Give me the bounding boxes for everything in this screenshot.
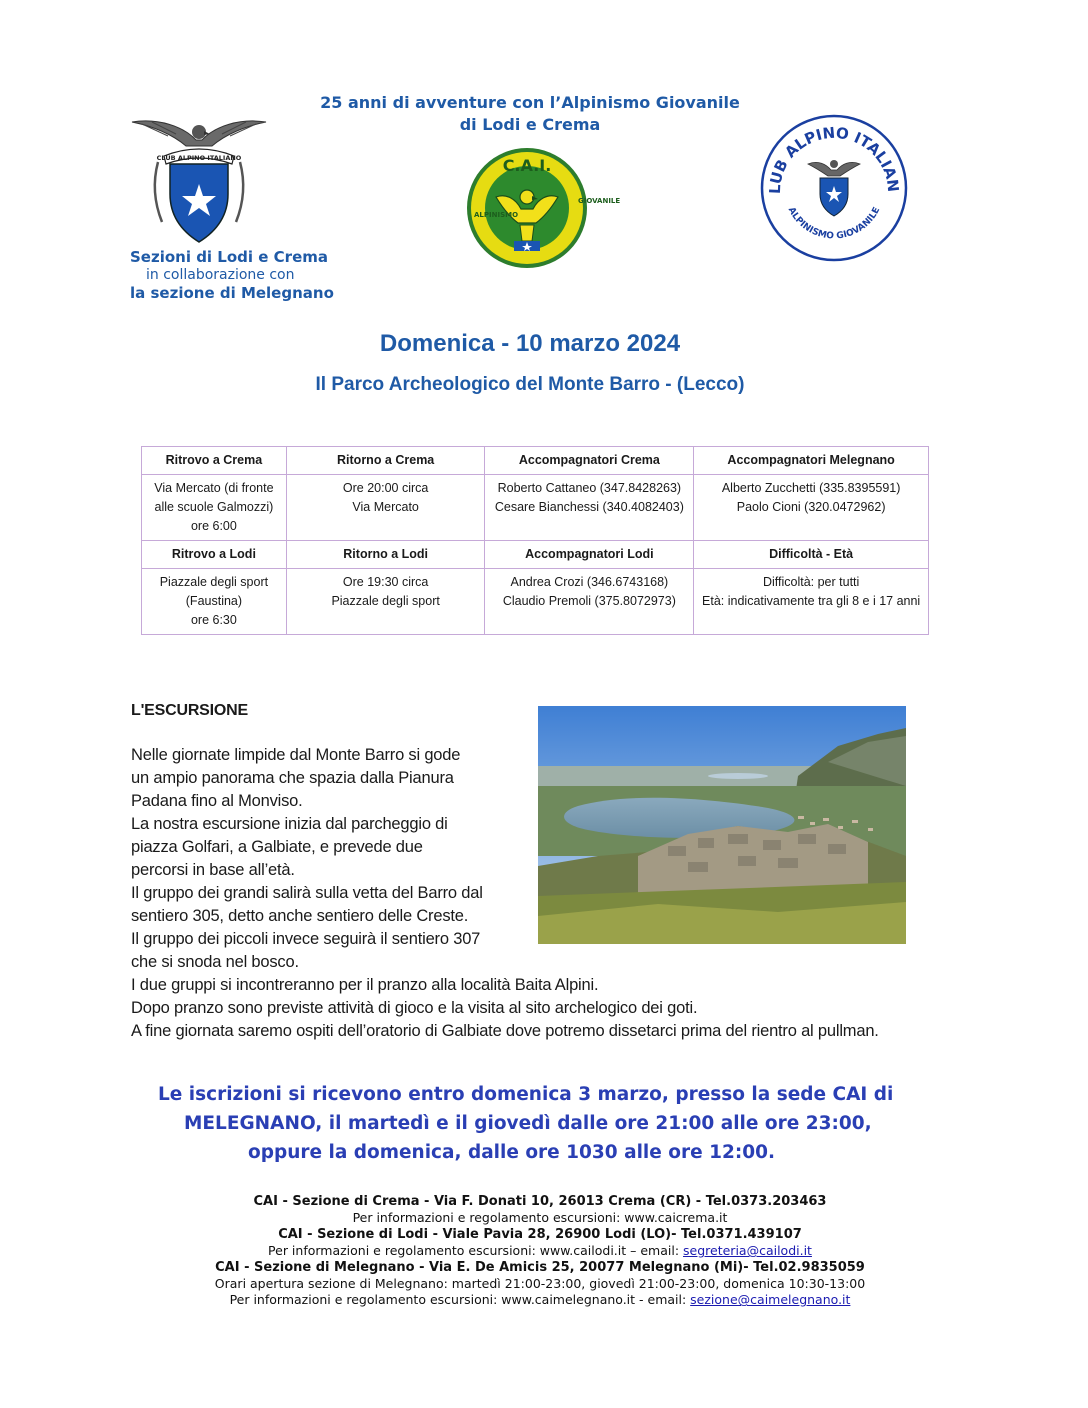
footer-lodi-address: CAI - Sezione di Lodi - Viale Pavia 28, 26900 Lodi (LO)- Tel.0371.439107 bbox=[278, 1226, 802, 1242]
table-cell bbox=[694, 569, 929, 635]
table-cell bbox=[694, 475, 929, 541]
sezioni-line-2: in collaborazione con bbox=[146, 267, 295, 283]
table-header-cell: Ritorno a Crema bbox=[286, 447, 485, 475]
lodi-email-link[interactable]: segreteria@cailodi.it bbox=[683, 1243, 812, 1259]
body-line: A fine giornata saremo ospiti dell’oratorio di Galbiate dove potremo dissetarci prima del rientro al pullman. bbox=[131, 1022, 879, 1040]
badge-top-text: C.A.I. bbox=[502, 156, 552, 175]
footer bbox=[140, 1194, 940, 1309]
table-cell bbox=[142, 475, 287, 541]
body-line: Il gruppo dei piccoli invece seguirà il sentiero 307 bbox=[131, 930, 481, 948]
cell-line: ore 6:00 bbox=[190, 519, 237, 533]
cell-line: alle scuole Galmozzi) bbox=[154, 500, 274, 514]
table-row bbox=[142, 569, 929, 635]
escursione-title: L'ESCURSIONE bbox=[131, 702, 248, 719]
cell-line: (Faustina) bbox=[185, 594, 243, 608]
table-cell bbox=[286, 569, 485, 635]
body-line: Padana fino al Monviso. bbox=[131, 792, 303, 810]
info-table bbox=[141, 446, 929, 635]
sezioni-text bbox=[130, 248, 370, 302]
header-line-1: 25 anni di avventure con l’Alpinismo Giovanile bbox=[320, 93, 740, 112]
footer-lodi-info: Per informazioni e regolamento escursioni: www.cailodi.it – email: bbox=[268, 1243, 684, 1259]
sezioni-line-1: Sezioni di Lodi e Crema bbox=[130, 248, 328, 266]
footer-melegnano-hours: Orari apertura sezione di Melegnano: martedì 21:00-23:00, giovedì 21:00-23:00, domenica 10:30-13:00 bbox=[214, 1276, 866, 1292]
header-title bbox=[300, 92, 760, 136]
event-date: Domenica - 10 marzo 2024 bbox=[379, 330, 681, 357]
signup-line-1: Le iscrizioni si ricevono entro domenica 3 marzo, presso la sede CAI di bbox=[158, 1084, 894, 1105]
cell-line: Cesare Bianchessi (340.4082403) bbox=[494, 500, 684, 514]
footer-crema-info: Per informazioni e regolamento escursioni: www.caicrema.it bbox=[352, 1210, 728, 1226]
table-cell bbox=[142, 569, 287, 635]
body-line: percorsi in base all’età. bbox=[131, 861, 295, 879]
cai-alpinismo-giovanile-badge bbox=[466, 147, 621, 269]
body-line: Nelle giornate limpide dal Monte Barro si gode bbox=[131, 746, 461, 764]
table-header-row bbox=[142, 541, 929, 569]
body-line: Il gruppo dei grandi salirà sulla vetta del Barro dal bbox=[131, 884, 483, 902]
body-line: I due gruppi si incontreranno per il pranzo alla località Baita Alpini. bbox=[131, 976, 599, 994]
body-line: che si snoda nel bosco. bbox=[131, 953, 299, 971]
signup-line-2: MELEGNANO, il martedì e il giovedì dalle ore 21:00 alle ore 23:00, bbox=[184, 1113, 872, 1134]
table-cell bbox=[286, 475, 485, 541]
body-line: sentiero 305, detto anche sentiero delle Creste. bbox=[131, 907, 469, 925]
cell-line: Età: indicativamente tra gli 8 e i 17 anni bbox=[702, 594, 921, 608]
body-line: La nostra escursione inizia dal parcheggio di bbox=[131, 815, 448, 833]
right-logo-bottom-text: ALPINISMO GIOVANILE bbox=[785, 205, 883, 242]
table-header-cell: Ritrovo a Lodi bbox=[142, 541, 287, 569]
cell-line: Roberto Cattaneo (347.8428263) bbox=[497, 481, 682, 495]
table-header-row bbox=[142, 447, 929, 475]
signup-line-3: oppure la domenica, dalle ore 1030 alle ore 12:00. bbox=[248, 1142, 775, 1163]
cell-line: Via Mercato bbox=[352, 500, 419, 514]
footer-lodi-info-line bbox=[140, 1243, 940, 1259]
cai-eagle-shield-logo bbox=[128, 112, 270, 247]
signup-notice bbox=[130, 1080, 930, 1167]
body-line: Dopo pranzo sono previste attività di gioco e la visita al sito archelogico dei goti. bbox=[131, 999, 698, 1017]
cell-line: Claudio Premoli (375.8072973) bbox=[502, 594, 676, 608]
cell-line: Via Mercato (di fronte bbox=[154, 481, 274, 495]
table-header-cell: Accompagnatori Crema bbox=[485, 447, 694, 475]
body-line: piazza Golfari, a Galbiate, e prevede due bbox=[131, 838, 423, 856]
body-line: un ampio panorama che spazia dalla Pianura bbox=[131, 769, 454, 787]
melegnano-email-link[interactable]: sezione@caimelegnano.it bbox=[690, 1292, 851, 1308]
footer-crema-address: CAI - Sezione di Crema - Via F. Donati 10, 26013 Crema (CR) - Tel.0373.203463 bbox=[253, 1194, 827, 1209]
table-header-cell: Accompagnatori Melegnano bbox=[694, 447, 929, 475]
header-line-2: di Lodi e Crema bbox=[459, 115, 601, 134]
sezioni-line-3: la sezione di Melegnano bbox=[130, 284, 334, 302]
club-alpino-italiano-round-logo bbox=[758, 112, 910, 264]
footer-melegnano-info-line bbox=[140, 1292, 940, 1308]
footer-melegnano-info: Per informazioni e regolamento escursioni: www.caimelegnano.it - email: bbox=[229, 1292, 691, 1308]
cell-line: Piazzale degli sport bbox=[159, 575, 269, 589]
cell-line: Ore 19:30 circa bbox=[342, 575, 429, 589]
footer-melegnano-address: CAI - Sezione di Melegnano - Via E. De Amicis 25, 20077 Melegnano (Mi)- Tel.02.9835059 bbox=[215, 1259, 865, 1275]
cell-line: Paolo Cioni (320.0472962) bbox=[736, 500, 886, 514]
table-header-cell: Ritrovo a Crema bbox=[142, 447, 287, 475]
svg-text:GIOVANILE: GIOVANILE bbox=[578, 197, 621, 205]
table-cell bbox=[485, 569, 694, 635]
cell-line: Andrea Crozi (346.6743168) bbox=[510, 575, 669, 589]
table-header-cell: Accompagnatori Lodi bbox=[485, 541, 694, 569]
table-cell bbox=[485, 475, 694, 541]
cell-line: Difficoltà: per tutti bbox=[762, 575, 860, 589]
table-row bbox=[142, 475, 929, 541]
cell-line: Piazzale degli sport bbox=[331, 594, 440, 608]
left-logo-ribbon-text: CLUB ALPINO ITALIANO bbox=[156, 154, 242, 162]
table-header-cell: Ritorno a Lodi bbox=[286, 541, 485, 569]
table-header-cell: Difficoltà - Età bbox=[694, 541, 929, 569]
cell-line: Ore 20:00 circa bbox=[342, 481, 429, 495]
cell-line: Alberto Zucchetti (335.8395591) bbox=[721, 481, 901, 495]
event-place: Il Parco Archeologico del Monte Barro - (Lecco) bbox=[315, 374, 745, 395]
svg-text:ALPINISMO: ALPINISMO bbox=[474, 211, 519, 219]
escursione-body bbox=[131, 744, 931, 1043]
right-logo-top-text: LUB ALPINO ITALIAN bbox=[765, 123, 903, 195]
cell-line: ore 6:30 bbox=[190, 613, 237, 627]
